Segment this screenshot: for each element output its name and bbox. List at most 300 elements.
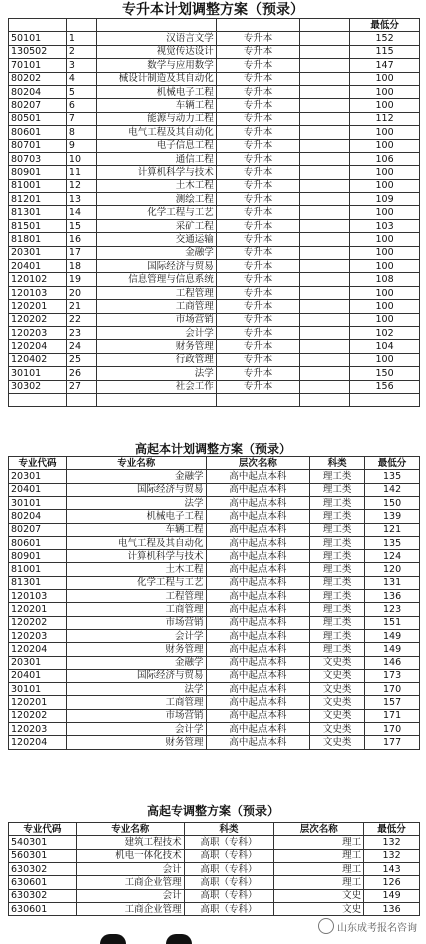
table-row [9, 696, 420, 709]
table-cell: 文史 [274, 889, 364, 902]
table-cell: 6 [66, 99, 96, 112]
table-cell: 文史类 [310, 723, 365, 736]
table-cell: 8 [66, 126, 96, 139]
table-cell: 会计学 [66, 629, 206, 642]
table-cell: 80501 [9, 112, 67, 125]
table-cell: 120204 [9, 736, 67, 749]
table-cell: 交通运输 [96, 233, 216, 246]
table-cell: 120201 [9, 696, 67, 709]
table-cell: 高中起点本科 [206, 496, 310, 509]
table-cell: 170 [365, 723, 420, 736]
table-cell: 理工类 [310, 496, 365, 509]
header-cell: 最低分 [365, 457, 420, 470]
table-cell: 80204 [9, 510, 67, 523]
table-cell: 理工类 [310, 523, 365, 536]
table-cell: 15 [66, 219, 96, 232]
table-row [9, 576, 420, 589]
table-cell: 630601 [9, 902, 77, 915]
table-header-row [9, 823, 420, 836]
table-cell: 信息管理与信息系统 [96, 273, 216, 286]
table-cell: 157 [365, 696, 420, 709]
table-row [9, 683, 420, 696]
table-cell: 测绘工程 [96, 193, 216, 206]
table-cell: 理工 [274, 836, 364, 849]
table-cell: 80901 [9, 166, 67, 179]
table-cell: 汉语言文学 [96, 32, 216, 45]
table-cell: 20301 [9, 656, 67, 669]
table-cell: 120202 [9, 709, 67, 722]
table-cell: 149 [364, 889, 420, 902]
decor-shape [166, 934, 192, 944]
table-cell: 120203 [9, 723, 67, 736]
table-row [9, 246, 420, 259]
table-cell: 专升本 [216, 300, 300, 313]
table-cell: 高中起点本科 [206, 523, 310, 536]
zhuanshengben-table [8, 18, 420, 407]
table-cell: 计算机科学与技术 [66, 550, 206, 563]
table-cell: 理工类 [310, 643, 365, 656]
table-cell: 会计学 [96, 326, 216, 339]
table-cell: 机械电子工程 [96, 85, 216, 98]
table-cell: 80202 [9, 72, 67, 85]
table-row [9, 286, 420, 299]
table-cell [300, 72, 350, 85]
table-cell [300, 260, 350, 273]
table-cell: 540301 [9, 836, 77, 849]
table-cell: 4 [66, 72, 96, 85]
table-row [9, 219, 420, 232]
table-cell: 81501 [9, 219, 67, 232]
table-cell: 100 [350, 85, 420, 98]
header-cell [96, 19, 216, 32]
table-cell: 专升本 [216, 380, 300, 393]
table-cell: 专升本 [216, 59, 300, 72]
table-cell: 100 [350, 260, 420, 273]
table-cell [300, 219, 350, 232]
table-cell: 115 [350, 45, 420, 58]
table-cell: 120204 [9, 340, 67, 353]
header-cell: 专业代码 [9, 823, 77, 836]
table-cell: 专升本 [216, 72, 300, 85]
table-cell: 能源与动力工程 [96, 112, 216, 125]
table-cell [300, 393, 350, 406]
table-cell: 7 [66, 112, 96, 125]
table-row [9, 85, 420, 98]
table-cell: 高中起点本科 [206, 643, 310, 656]
table-cell: 20301 [9, 470, 67, 483]
table-cell: 18 [66, 260, 96, 273]
table-cell: 100 [350, 72, 420, 85]
table-cell: 21 [66, 300, 96, 313]
table-cell: 100 [350, 286, 420, 299]
table-cell: 专升本 [216, 139, 300, 152]
table-row [9, 523, 420, 536]
table-cell: 电子信息工程 [96, 139, 216, 152]
table-cell: 80901 [9, 550, 67, 563]
table-cell: 高中起点本科 [206, 709, 310, 722]
table-row [9, 849, 420, 862]
table-cell: 151 [365, 616, 420, 629]
table-cell: 30101 [9, 496, 67, 509]
table-cell: 143 [364, 862, 420, 875]
table-cell: 149 [365, 643, 420, 656]
table-cell: 法学 [66, 683, 206, 696]
table-cell [300, 179, 350, 192]
table-cell: 123 [365, 603, 420, 616]
table-cell: 100 [350, 206, 420, 219]
table-cell: 专升本 [216, 152, 300, 165]
table-cell: 106 [350, 152, 420, 165]
table-cell: 80701 [9, 139, 67, 152]
header-cell [300, 19, 350, 32]
table-cell: 工商管理 [96, 300, 216, 313]
table-cell: 70101 [9, 59, 67, 72]
table-cell: 文史 [274, 902, 364, 915]
table-cell [300, 59, 350, 72]
table-row [9, 563, 420, 576]
table-row [9, 59, 420, 72]
table-cell: 专升本 [216, 166, 300, 179]
table-cell: 文史类 [310, 656, 365, 669]
table-cell: 16 [66, 233, 96, 246]
table-row [9, 340, 420, 353]
table-cell: 150 [365, 496, 420, 509]
table-cell [300, 313, 350, 326]
table-row [9, 313, 420, 326]
table-cell: 专升本 [216, 353, 300, 366]
table-cell: 工商企业管理 [76, 876, 184, 889]
table-cell: 土木工程 [66, 563, 206, 576]
table-cell: 630601 [9, 876, 77, 889]
table-cell: 国际经济与贸易 [66, 669, 206, 682]
table-row [9, 45, 420, 58]
table-cell: 会计学 [66, 723, 206, 736]
table-cell: 131 [365, 576, 420, 589]
table-cell: 81201 [9, 193, 67, 206]
table-cell: 文史类 [310, 683, 365, 696]
section-title-gaoqiben: 高起本计划调整方案（预录） [134, 442, 291, 456]
table-cell: 177 [365, 736, 420, 749]
table-cell [300, 340, 350, 353]
table-cell: 104 [350, 340, 420, 353]
table-cell: 高中起点本科 [206, 576, 310, 589]
table-cell: 560301 [9, 849, 77, 862]
table-cell [9, 393, 67, 406]
table-row [9, 139, 420, 152]
table-cell: 14 [66, 206, 96, 219]
table-cell: 金融学 [66, 656, 206, 669]
table-row [9, 233, 420, 246]
table-cell: 高中起点本科 [206, 629, 310, 642]
table-cell: 149 [365, 629, 420, 642]
table-cell: 147 [350, 59, 420, 72]
table-cell: 126 [364, 876, 420, 889]
table-cell: 100 [350, 233, 420, 246]
table-cell: 车辆工程 [96, 99, 216, 112]
table-cell: 法学 [66, 496, 206, 509]
table-cell: 100 [350, 166, 420, 179]
table-cell: 120103 [9, 286, 67, 299]
table-cell [96, 393, 216, 406]
table-row [9, 736, 420, 749]
table-cell: 103 [350, 219, 420, 232]
table-cell [300, 32, 350, 45]
table-row [9, 876, 420, 889]
table-cell: 理工类 [310, 576, 365, 589]
table-cell: 专升本 [216, 112, 300, 125]
table-cell: 120202 [9, 313, 67, 326]
table-cell: 120103 [9, 590, 67, 603]
table-cell: 27 [66, 380, 96, 393]
bottom-decoration [100, 934, 192, 944]
table-row [9, 643, 420, 656]
table-cell: 135 [365, 470, 420, 483]
table-row [9, 367, 420, 380]
table-cell: 会计 [76, 889, 184, 902]
table-cell: 高职（专科） [184, 889, 274, 902]
table-cell: 170 [365, 683, 420, 696]
table-cell: 1 [66, 32, 96, 45]
header-cell: 专业名称 [76, 823, 184, 836]
table-row [9, 393, 420, 406]
table-cell: 市场营销 [96, 313, 216, 326]
table-row [9, 326, 420, 339]
table-cell: 社会工作 [96, 380, 216, 393]
table-cell: 计算机科学与技术 [96, 166, 216, 179]
table-cell: 文史类 [310, 736, 365, 749]
table-cell: 专升本 [216, 367, 300, 380]
header-cell: 科类 [184, 823, 274, 836]
watermark [318, 918, 417, 934]
table-row [9, 179, 420, 192]
table-cell: 173 [365, 669, 420, 682]
table-cell: 23 [66, 326, 96, 339]
table-cell: 电气工程及其自动化 [66, 536, 206, 549]
table-cell: 81301 [9, 206, 67, 219]
table-cell: 专升本 [216, 260, 300, 273]
table-cell: 视觉传达设计 [96, 45, 216, 58]
table-cell: 112 [350, 112, 420, 125]
table-cell [350, 393, 420, 406]
table-row [9, 669, 420, 682]
table-cell [300, 166, 350, 179]
table-cell: 139 [365, 510, 420, 523]
table-row [9, 836, 420, 849]
table-cell: 156 [350, 380, 420, 393]
table-cell: 械设计制造及其自动化 [96, 72, 216, 85]
table-row [9, 629, 420, 642]
table-cell: 国际经济与贸易 [66, 483, 206, 496]
table-cell: 市场营销 [66, 709, 206, 722]
table-cell: 142 [365, 483, 420, 496]
table-header-row [9, 19, 420, 32]
table-cell: 81001 [9, 179, 67, 192]
table-cell: 120204 [9, 643, 67, 656]
table-row [9, 723, 420, 736]
table-cell [300, 353, 350, 366]
table-cell: 20301 [9, 246, 67, 259]
table-row [9, 603, 420, 616]
header-cell: 最低分 [364, 823, 420, 836]
table-cell [300, 45, 350, 58]
table-cell: 高中起点本科 [206, 603, 310, 616]
table-cell: 专升本 [216, 45, 300, 58]
table-cell: 高中起点本科 [206, 590, 310, 603]
table-cell: 26 [66, 367, 96, 380]
table-cell: 100 [350, 179, 420, 192]
table-row [9, 166, 420, 179]
table-row [9, 206, 420, 219]
gaoqizhuan-table [8, 822, 420, 916]
table-cell [300, 193, 350, 206]
table-cell: 工商管理 [66, 696, 206, 709]
decor-shape [100, 934, 126, 944]
table-cell: 高中起点本科 [206, 669, 310, 682]
table-cell [300, 246, 350, 259]
table-cell [300, 380, 350, 393]
table-cell: 高中起点本科 [206, 470, 310, 483]
table-cell: 20401 [9, 260, 67, 273]
table-cell: 124 [365, 550, 420, 563]
table-cell: 146 [365, 656, 420, 669]
table-cell: 高职（专科） [184, 862, 274, 875]
header-cell: 层次名称 [206, 457, 310, 470]
table-cell: 高中起点本科 [206, 510, 310, 523]
table-cell: 财务管理 [66, 643, 206, 656]
header-cell [9, 19, 67, 32]
table-cell: 理工类 [310, 603, 365, 616]
table-cell [300, 286, 350, 299]
table-row [9, 656, 420, 669]
table-cell: 120202 [9, 616, 67, 629]
table-cell: 专升本 [216, 206, 300, 219]
table-cell: 17 [66, 246, 96, 259]
table-cell: 高中起点本科 [206, 536, 310, 549]
table-cell [300, 139, 350, 152]
table-row [9, 862, 420, 875]
table-row [9, 902, 420, 915]
table-cell: 高中起点本科 [206, 683, 310, 696]
wechat-icon [318, 918, 334, 934]
table-cell: 24 [66, 340, 96, 353]
table-cell: 土木工程 [96, 179, 216, 192]
table-cell: 理工类 [310, 563, 365, 576]
table-cell: 高职（专科） [184, 849, 274, 862]
table-cell: 工商企业管理 [76, 902, 184, 915]
table-cell: 专升本 [216, 179, 300, 192]
table-cell: 11 [66, 166, 96, 179]
table-cell: 会计 [76, 862, 184, 875]
table-cell: 化学工程与工艺 [66, 576, 206, 589]
table-cell [300, 233, 350, 246]
table-row [9, 99, 420, 112]
table-cell: 数学与应用数学 [96, 59, 216, 72]
table-cell: 80204 [9, 85, 67, 98]
table-cell [300, 367, 350, 380]
table-cell: 81301 [9, 576, 67, 589]
page-title: 专升本计划调整方案（预录） [122, 2, 304, 18]
table-cell: 100 [350, 126, 420, 139]
table-cell: 高中起点本科 [206, 550, 310, 563]
table-cell: 80703 [9, 152, 67, 165]
table-cell: 文史类 [310, 709, 365, 722]
table-cell: 120102 [9, 273, 67, 286]
table-cell: 152 [350, 32, 420, 45]
table-cell: 财务管理 [96, 340, 216, 353]
table-cell: 金融学 [96, 246, 216, 259]
table-row [9, 152, 420, 165]
table-cell: 理工类 [310, 470, 365, 483]
table-cell: 理工 [274, 849, 364, 862]
table-cell: 专升本 [216, 85, 300, 98]
table-cell: 采矿工程 [96, 219, 216, 232]
table-cell: 财务管理 [66, 736, 206, 749]
table-cell: 高中起点本科 [206, 656, 310, 669]
header-cell: 专业代码 [9, 457, 67, 470]
table-cell: 机电一体化技术 [76, 849, 184, 862]
table-cell: 工商管理 [66, 603, 206, 616]
table-row [9, 510, 420, 523]
table-row [9, 709, 420, 722]
table-cell: 136 [365, 590, 420, 603]
table-cell: 理工类 [310, 510, 365, 523]
table-cell: 120201 [9, 603, 67, 616]
table-cell [300, 326, 350, 339]
table-cell: 120 [365, 563, 420, 576]
table-cell: 100 [350, 99, 420, 112]
table-cell: 高中起点本科 [206, 563, 310, 576]
table-cell: 9 [66, 139, 96, 152]
table-cell: 102 [350, 326, 420, 339]
table-cell: 30302 [9, 380, 67, 393]
table-cell: 高职（专科） [184, 902, 274, 915]
table-cell: 100 [350, 300, 420, 313]
table-cell: 10 [66, 152, 96, 165]
table-cell: 机械电子工程 [66, 510, 206, 523]
gaoqiben-table [8, 456, 420, 750]
table-cell: 19 [66, 273, 96, 286]
table-cell: 108 [350, 273, 420, 286]
table-cell: 专升本 [216, 219, 300, 232]
header-cell [216, 19, 300, 32]
table-cell: 专升本 [216, 233, 300, 246]
table-cell: 高职（专科） [184, 836, 274, 849]
table-cell: 专升本 [216, 340, 300, 353]
table-cell: 20401 [9, 669, 67, 682]
table-cell: 市场营销 [66, 616, 206, 629]
table-row [9, 273, 420, 286]
table-cell [300, 206, 350, 219]
watermark-text: 山东成考报名咨询 [337, 922, 417, 934]
table-row [9, 536, 420, 549]
header-cell: 最低分 [350, 19, 420, 32]
table-row [9, 126, 420, 139]
table-cell: 高中起点本科 [206, 696, 310, 709]
table-cell: 专升本 [216, 32, 300, 45]
table-cell: 专升本 [216, 273, 300, 286]
table-cell: 135 [365, 536, 420, 549]
table-cell [300, 126, 350, 139]
table-cell: 100 [350, 139, 420, 152]
table-cell: 专升本 [216, 326, 300, 339]
table-cell: 车辆工程 [66, 523, 206, 536]
section-title-gaoqizhuan: 高起专调整方案（预录） [146, 804, 279, 818]
table-cell: 建筑工程技术 [76, 836, 184, 849]
table-row [9, 32, 420, 45]
table-cell: 专升本 [216, 193, 300, 206]
table-cell: 国际经济与贸易 [96, 260, 216, 273]
header-cell [66, 19, 96, 32]
